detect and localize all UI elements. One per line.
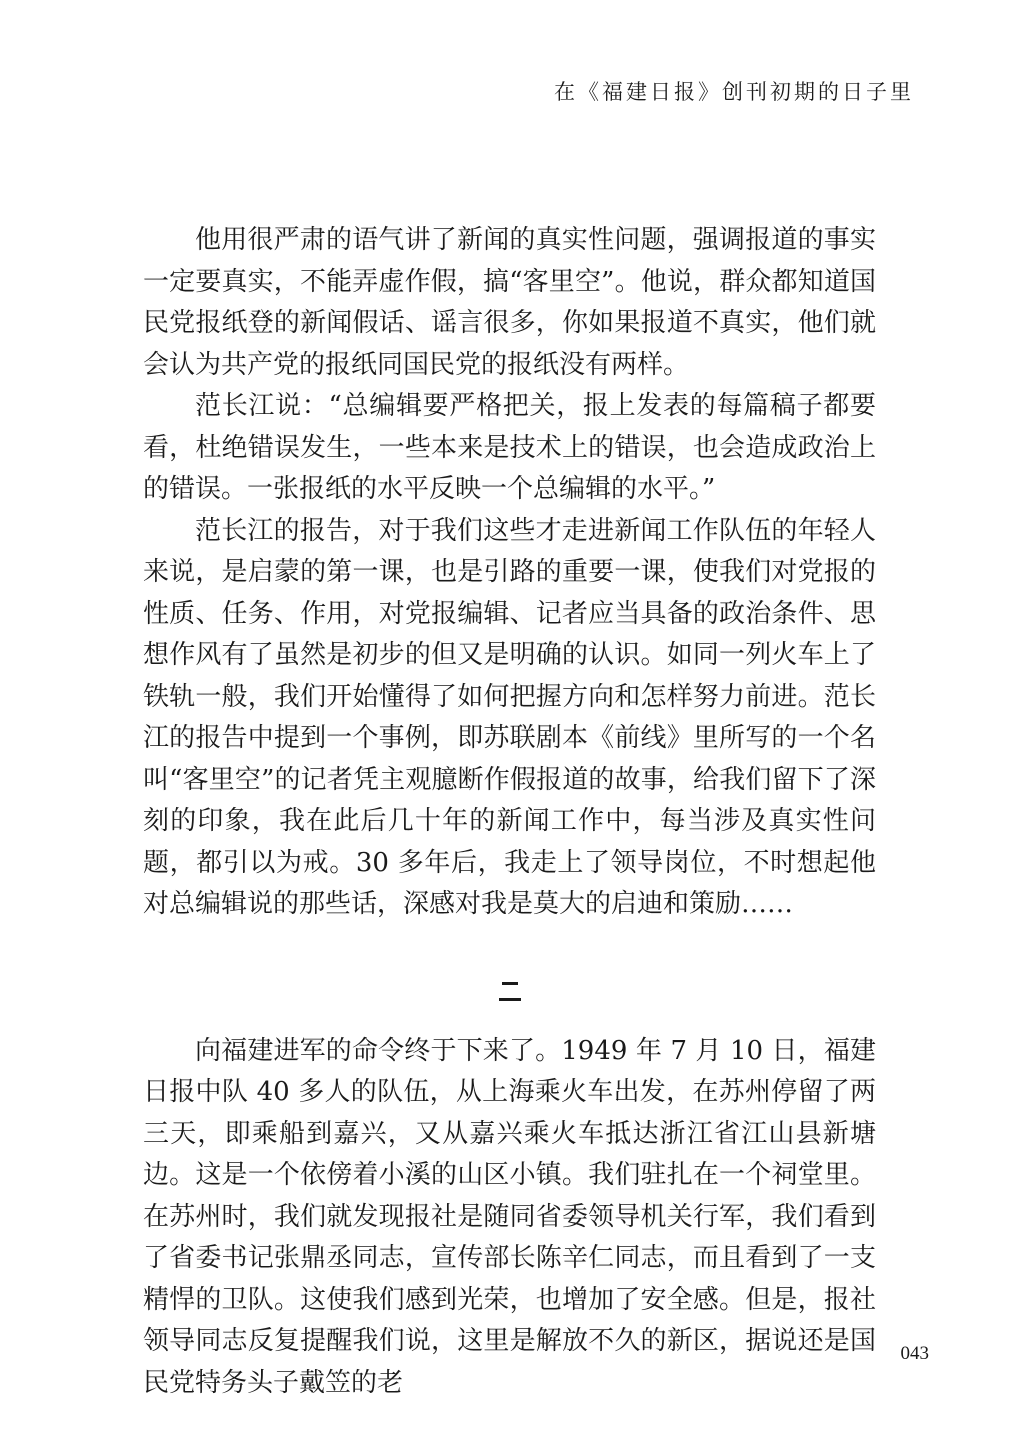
section-number <box>143 971 876 1031</box>
running-header: 在《福建日报》创刊初期的日子里 <box>554 80 914 104</box>
body-text <box>143 220 876 1404</box>
paragraph: 范长江的报告，对于我们这些才走进新闻工作队伍的年轻人来说，是启蒙的第一课，也是引路的重要一课，使我们对党报的性质、任务、作用，对党报编辑、记者应当具备的政治条件、思想作风有了虽然是初步的但又是明确的认识。如同一列火车上了铁轨一般，我们开始懂得了如何把握方向和怎样努力前进。范长江的报告中提到一个事例，即苏联剧本《前线》里所写的一个名叫“客里空”的记者凭主观臆断作假报道的故事，给我们留下了深刻的印象，我在此后几十年的新闻工作中，每当涉及真实性问题，都引以为戒。30 多年后，我走上了领导岗位，不时想起他对总编辑说的那些话，深感对我是莫大的启迪和策励…… <box>143 515 876 919</box>
paragraph: 向福建进军的命令终于下来了。1949 年 7 月 10 日，福建日报中队 40 多人的队伍，从上海乘火车出发，在苏州停留了两三天，即乘船到嘉兴，又从嘉兴乘火车抵达浙江省江山县新塘边。这是一个依傍着小溪的山区小镇。我们驻扎在一个祠堂里。在苏州时，我们就发现报社是随同省委领导机关行军，我们看到了省委书记张鼎丞同志，宣传部长陈辛仁同志，而且看到了一支精悍的卫队。这使我们感到光荣，也增加了安全感。但是，报社领导同志反复提醒我们说，这里是解放不久的新区，据说还是国民党特务头子戴笠的老 <box>143 1035 876 1398</box>
paragraph: 他用很严肃的语气讲了新闻的真实性问题，强调报道的事实一定要真实，不能弄虚作假，搞“客里空”。他说，群众都知道国民党报纸登的新闻假话、谣言很多，你如果报道不真实，他们就会认为共产党的报纸同国民党的报纸没有两样。 <box>143 225 876 380</box>
paragraph: 范长江说：“总编辑要严格把关，报上发表的每篇稿子都要看，杜绝错误发生，一些本来是技术上的错误，也会造成政治上的错误。一张报纸的水平反映一个总编辑的水平。” <box>143 391 876 504</box>
page-number: 043 <box>900 1343 929 1364</box>
section-number-label <box>143 971 876 1013</box>
